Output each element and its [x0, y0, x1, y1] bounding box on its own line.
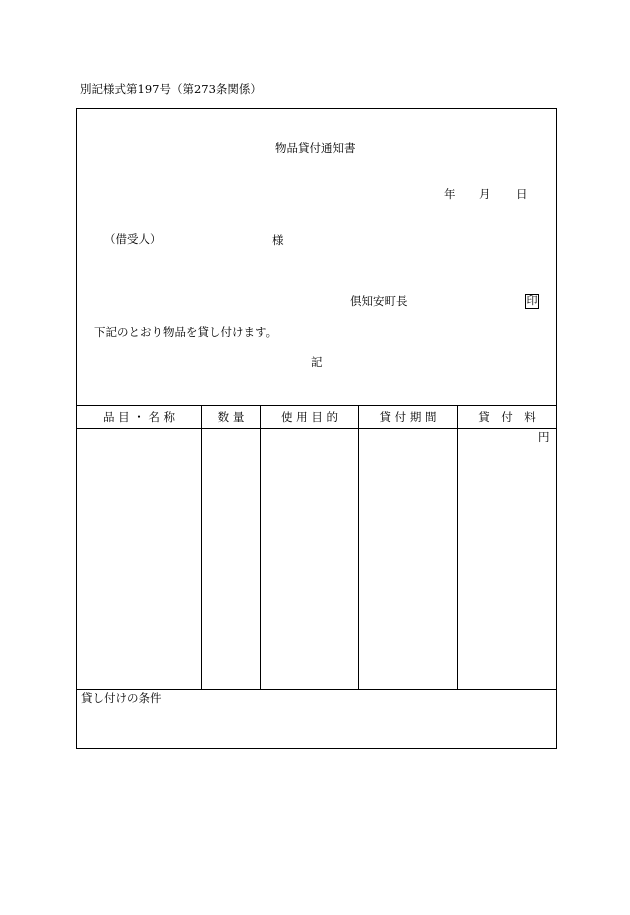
form-number: 別記様式第197号（第273条関係）: [80, 82, 262, 96]
borrower-label: （借受人）: [104, 232, 162, 246]
table-top-border: [76, 405, 557, 406]
header-item-name: 品 目 ・ 名 称: [102, 410, 176, 424]
table-bottom-border: [76, 689, 557, 690]
column-divider-3: [358, 405, 359, 689]
date-month-label: 月: [479, 187, 491, 201]
column-divider-4: [457, 405, 458, 689]
header-fee: 貸 付 料: [478, 410, 536, 424]
seal-mark: 印: [526, 294, 538, 307]
intro-text: 下記のとおり物品を貸し付けます。: [94, 325, 278, 339]
fee-unit: 円: [538, 430, 550, 444]
date-year-label: 年: [444, 187, 456, 201]
header-period: 貸 付 期 間: [379, 410, 437, 424]
borrower-honorific: 様: [272, 233, 284, 247]
ki-label: 記: [311, 355, 323, 369]
conditions-label: 貸し付けの条件: [81, 691, 162, 705]
header-purpose: 使 用 目 的: [281, 410, 338, 424]
column-divider-1: [201, 405, 202, 689]
document-title: 物品貸付通知書: [275, 141, 356, 155]
table-header-divider: [76, 428, 557, 429]
column-divider-2: [260, 405, 261, 689]
issuer-name: 倶知安町長: [350, 294, 408, 308]
date-day-label: 日: [516, 187, 528, 201]
header-quantity: 数 量: [217, 410, 245, 424]
